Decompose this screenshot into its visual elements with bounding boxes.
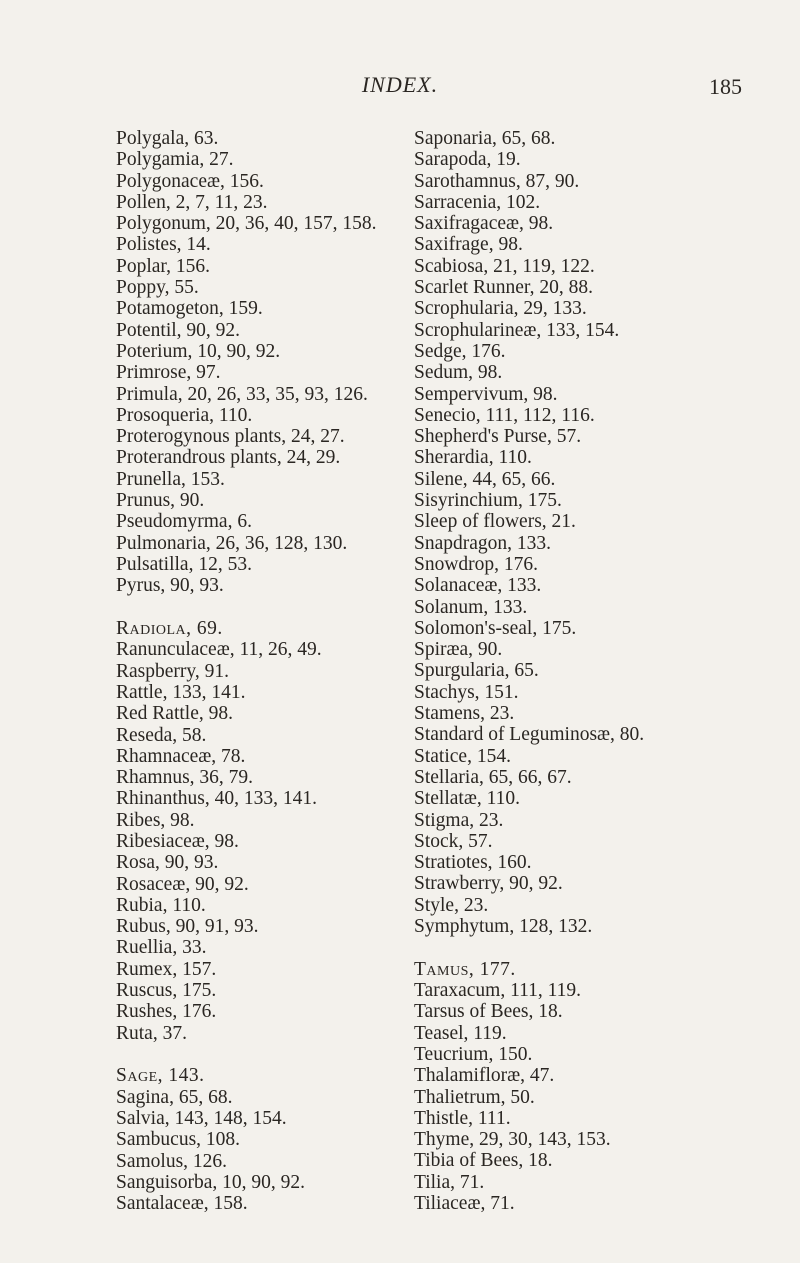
index-entry: Poplar, 156. xyxy=(116,255,211,277)
index-entry: Raspberry, 91. xyxy=(116,660,230,682)
index-entry: Stellatæ, 110. xyxy=(414,788,520,810)
index-entry: Ruta, 37. xyxy=(116,1022,187,1044)
index-entry: Rosaceæ, 90, 92. xyxy=(116,873,249,895)
index-entry: Rhinanthus, 40, 133, 141. xyxy=(116,788,317,810)
index-entry: Rubus, 90, 91, 93. xyxy=(116,916,259,938)
index-entry: Reseda, 58. xyxy=(116,724,207,746)
index-entry: Santalaceæ, 158. xyxy=(116,1193,248,1215)
index-entry: Stachys, 151. xyxy=(414,681,519,703)
index-section xyxy=(414,128,794,937)
index-entry: Pollen, 2, 7, 11, 23. xyxy=(116,191,268,213)
index-entry: Symphytum, 128, 132. xyxy=(414,915,593,937)
index-entry: Polygonaceæ, 156. xyxy=(116,170,264,192)
index-entry: Sherardia, 110. xyxy=(414,447,532,469)
index-entry: Sarapoda, 19. xyxy=(414,149,521,171)
section-gap xyxy=(414,937,794,959)
index-entry: Tamus, 177. xyxy=(414,958,516,980)
index-section xyxy=(116,1065,406,1214)
index-entry: Spiræa, 90. xyxy=(414,639,503,661)
index-entry: Primula, 20, 26, 33, 35, 93, 126. xyxy=(116,383,368,405)
index-entry: Tarsus of Bees, 18. xyxy=(414,1001,563,1023)
index-entry: Pyrus, 90, 93. xyxy=(116,575,224,597)
index-entry: Spurgularia, 65. xyxy=(414,660,539,682)
index-entry: Sarracenia, 102. xyxy=(414,191,541,213)
index-entry: Sisyrinchium, 175. xyxy=(414,490,562,512)
index-entry: Rumex, 157. xyxy=(116,958,217,980)
index-entry: Ruscus, 175. xyxy=(116,980,217,1002)
index-entry: Sedum, 98. xyxy=(414,362,503,384)
index-entry: Strawberry, 90, 92. xyxy=(414,873,563,895)
index-entry: Proterogynous plants, 24, 27. xyxy=(116,426,345,448)
index-entry: Polygamia, 27. xyxy=(116,149,234,171)
index-entry: Stellaria, 65, 66, 67. xyxy=(414,766,572,788)
index-entry: Rhamnus, 36, 79. xyxy=(116,767,254,789)
index-entry: Sage, 143. xyxy=(116,1065,205,1087)
index-column-left xyxy=(116,128,406,1215)
index-entry: Pseudomyrma, 6. xyxy=(116,511,252,533)
index-entry: Prunella, 153. xyxy=(116,468,225,490)
index-entry: Tibia of Bees, 18. xyxy=(414,1150,553,1172)
index-entry: Silene, 44, 65, 66. xyxy=(414,468,556,490)
index-entry: Style, 23. xyxy=(414,894,489,916)
page-header xyxy=(0,72,800,102)
index-section xyxy=(116,618,406,1044)
index-entry: Sanguisorba, 10, 90, 92. xyxy=(116,1171,306,1193)
index-entry: Saxifragaceæ, 98. xyxy=(414,213,554,235)
index-entry: Teasel, 119. xyxy=(414,1022,507,1044)
running-title: INDEX. xyxy=(361,72,439,97)
index-entry: Rattle, 133, 141. xyxy=(116,681,246,703)
index-entry: Samolus, 126. xyxy=(116,1150,228,1172)
index-entry: Red Rattle, 98. xyxy=(116,703,233,725)
index-entry: Solanaceæ, 133. xyxy=(414,575,542,597)
index-entry: Pulmonaria, 26, 36, 128, 130. xyxy=(116,532,348,554)
index-entry: Rubia, 110. xyxy=(116,894,206,916)
index-entry: Tilia, 71. xyxy=(414,1171,485,1193)
index-entry: Saponaria, 65, 68. xyxy=(414,128,556,149)
index-entry: Stigma, 23. xyxy=(414,809,504,831)
index-entry: Polygala, 63. xyxy=(116,128,219,149)
index-entry: Ribes, 98. xyxy=(116,809,195,831)
index-entry: Potamogeton, 159. xyxy=(116,298,263,320)
index-entry: Proterandrous plants, 24, 29. xyxy=(116,447,341,469)
index-entry: Sempervivum, 98. xyxy=(414,383,558,405)
index-entry: Scabiosa, 21, 119, 122. xyxy=(414,255,595,277)
index-entry: Standard of Leguminosæ, 80. xyxy=(414,724,645,746)
index-entry: Tiliaceæ, 71. xyxy=(414,1193,515,1215)
index-entry: Prosoqueria, 110. xyxy=(116,404,253,426)
index-entry: Saxifrage, 98. xyxy=(414,234,523,256)
index-column-right xyxy=(414,128,794,1214)
index-entry: Taraxacum, 111, 119. xyxy=(414,980,582,1002)
index-entry: Rhamnaceæ, 78. xyxy=(116,745,246,767)
index-entry: Scrophularineæ, 133, 154. xyxy=(414,319,620,341)
index-entry: Polistes, 14. xyxy=(116,234,211,256)
index-entry: Ruellia, 33. xyxy=(116,937,207,959)
index-entry: Statice, 154. xyxy=(414,745,511,767)
index-entry: Poterium, 10, 90, 92. xyxy=(116,340,281,362)
index-entry: Rosa, 90, 93. xyxy=(116,852,219,874)
index-entry: Snowdrop, 176. xyxy=(414,553,539,575)
section-gap xyxy=(116,1044,406,1066)
index-entry: Salvia, 143, 148, 154. xyxy=(116,1108,287,1130)
index-entry: Sedge, 176. xyxy=(414,340,506,362)
index-entry: Ranunculaceæ, 11, 26, 49. xyxy=(116,639,322,661)
index-entry: Thyme, 29, 30, 143, 153. xyxy=(414,1129,611,1151)
index-entry: Sagina, 65, 68. xyxy=(116,1086,233,1108)
index-entry: Snapdragon, 133. xyxy=(414,532,552,554)
index-entry: Potentil, 90, 92. xyxy=(116,319,241,341)
index-entry: Shepherd's Purse, 57. xyxy=(414,426,582,448)
index-entry: Scarlet Runner, 20, 88. xyxy=(414,277,594,299)
index-entry: Solanum, 133. xyxy=(414,596,528,618)
index-entry: Poppy, 55. xyxy=(116,277,199,299)
index-entry: Stratiotes, 160. xyxy=(414,852,532,874)
index-entry: Thalietrum, 50. xyxy=(414,1086,535,1108)
index-entry: Rushes, 176. xyxy=(116,1001,217,1023)
index-section xyxy=(116,128,406,597)
index-entry: Stock, 57. xyxy=(414,830,493,852)
index-entry: Thistle, 111. xyxy=(414,1107,511,1129)
index-entry: Polygonum, 20, 36, 40, 157, 158. xyxy=(116,213,377,235)
index-entry: Solomon's-seal, 175. xyxy=(414,617,577,639)
index-entry: Teucrium, 150. xyxy=(414,1043,533,1065)
index-entry: Sambucus, 108. xyxy=(116,1129,241,1151)
index-entry: Sleep of flowers, 21. xyxy=(414,511,576,533)
index-entry: Stamens, 23. xyxy=(414,703,515,725)
index-entry: Senecio, 111, 112, 116. xyxy=(414,404,595,426)
index-section xyxy=(414,959,794,1215)
index-entry: Sarothamnus, 87, 90. xyxy=(414,170,580,192)
index-entry: Primrose, 97. xyxy=(116,362,221,384)
index-entry: Ribesiaceæ, 98. xyxy=(116,831,239,852)
index-entry: Scrophularia, 29, 133. xyxy=(414,298,587,320)
index-entry: Radiola, 69. xyxy=(116,618,223,640)
section-gap xyxy=(116,597,406,619)
index-entry: Pulsatilla, 12, 53. xyxy=(116,553,252,575)
index-entry: Thalamifloræ, 47. xyxy=(414,1065,555,1087)
page-number: 185 xyxy=(709,74,742,99)
index-entry: Prunus, 90. xyxy=(116,490,205,512)
